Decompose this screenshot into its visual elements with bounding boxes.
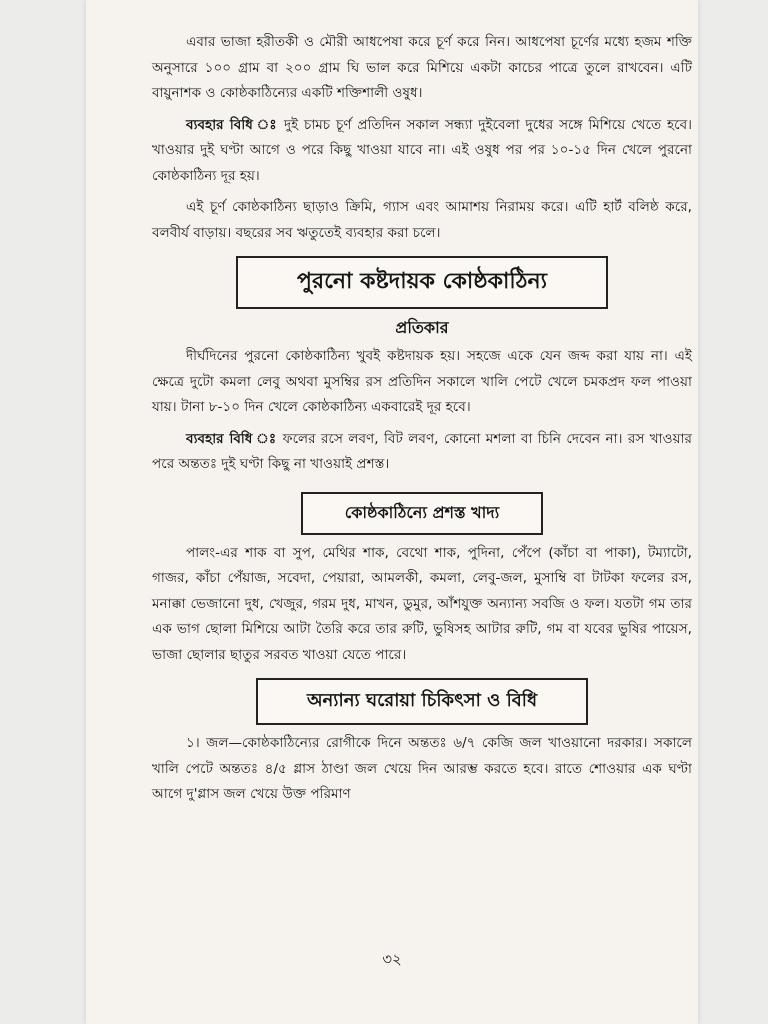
usage-label-1: ব্যবহার বিধি ঃ <box>186 116 279 133</box>
subheading-remedy: প্রতিকার <box>395 318 449 337</box>
paragraph-usage-2 <box>152 427 692 478</box>
heading-chronic-constipation: পুরনো কষ্টদায়ক কোষ্ঠকাঠিন্য <box>236 256 608 309</box>
paragraph-home-remedies: ১। জল—কোষ্ঠকাঠিন্যের রোগীকে দিনে অন্ততঃ ৬/৭ কেজি জল খাওয়ানো দরকার। সকালে খালি পেটে অন্ততঃ ৪/৫ গ্লাস ঠাণ্ডা জল খেয়ে দিন আরম্ভ করতে হবে। রাতে শোওয়ার এক ঘণ্টা আগে দু'গ্লাস জল খেয়ে উক্ত পরিমাণ <box>152 735 692 802</box>
usage-text-2: ফলের রসে লবণ, বিট লবণ, কোনো মশলা বা চিনি দেবেন না। রস খাওয়ার পরে অন্ততঃ দুই ঘণ্টা কিছু না খাওয়াই প্রশস্ত। <box>152 430 693 472</box>
book-page <box>86 0 698 1024</box>
paragraph-benefits: এই চূর্ণ কোষ্ঠকাঠিন্য ছাড়াও ক্রিমি, গ্যাস এবং আমাশয় নিরাময় করে। এটি হার্ট বলিষ্ঠ করে, বলবীর্য বাড়ায়। বছরের সব ঋতুতেই ব্যবহার করা চলে। <box>152 199 692 241</box>
usage-label-2: ব্যবহার বিধি ঃ <box>186 430 278 447</box>
page-content <box>152 30 692 814</box>
paragraph-usage-1 <box>152 113 692 190</box>
paragraph-preparation: এবার ভাজা হরীতকী ও মৌরী আধপেষা করে চূর্ণ করে নিন। আধপেষা চূর্ণের মধ্যে হজম শক্তি অনুসারে ১০০ গ্রাম বা ২০০ গ্রাম ঘি ভাল করে মিশিয়ে একটা কাচের পাত্রে তুলে রাখবেন। এটি বায়ুনাশক ও কোষ্ঠকাঠিন্যের একটি শক্তিশালী ওষুধ। <box>152 34 692 101</box>
paragraph-remedy: দীর্ঘদিনের পুরনো কোষ্ঠকাঠিন্য খুবই কষ্টদায়ক হয়। সহজে একে যেন জব্দ করা যায় না। এই ক্ষেত্রে দুটো কমলা লেবু অথবা মুসম্বির রস প্রতিদিন সকালে খালি পেটে খেলে চমকপ্রদ ফল পাওয়া যায়। টানা ৮-১০ দিন খেলে কোষ্ঠকাঠিন্য একবারেই দূর হবে। <box>152 348 692 415</box>
heading-home-remedies: অন্যান্য ঘরোয়া চিকিৎসা ও বিধি <box>256 678 588 725</box>
page-number: ৩২ <box>382 950 402 968</box>
heading-recommended-food: কোষ্ঠকাঠিন্যে প্রশস্ত খাদ্য <box>301 492 543 535</box>
usage-text-1: দুই চামচ চূর্ণ প্রতিদিন সকাল সন্ধ্যা দুইবেলা দুধের সঙ্গে মিশিয়ে খেতে হবে। খাওয়ার দুই ঘণ্টা আগে ও পরে কিছু খাওয়া যাবে না। এই ওষুধ পর পর ১০-১৫ দিন খেলে পুরনো কোষ্ঠকাঠিন্য দূর হয়। <box>152 116 692 184</box>
paragraph-food: পালং-এর শাক বা সুপ, মেথির শাক, বেথো শাক, পুদিনা, পেঁপে (কাঁচা বা পাকা), টম্যাটো, গাজর, কাঁচা পেঁয়াজ, সবেদা, পেয়ারা, আমলকী, কমলা, লেবু-জল, মুসাম্বি বা টাটকা ফলের রস, মনাক্কা ভেজানো দুধ, খেজুর, গরম দুধ, মাখন, ডুমুর, আঁশযুক্ত অন্যান্য সবজি ও ফল। যতটা গম তার এক ভাগ ছোলা মিশিয়ে আটা তৈরি করে তার রুটি, ভুষিসহ আটার রুটি, গম বা যবের ভুষির পায়েস, ভাজা ছোলার ছাতুর সরবত খাওয়া যেতে পারে। <box>152 544 692 663</box>
